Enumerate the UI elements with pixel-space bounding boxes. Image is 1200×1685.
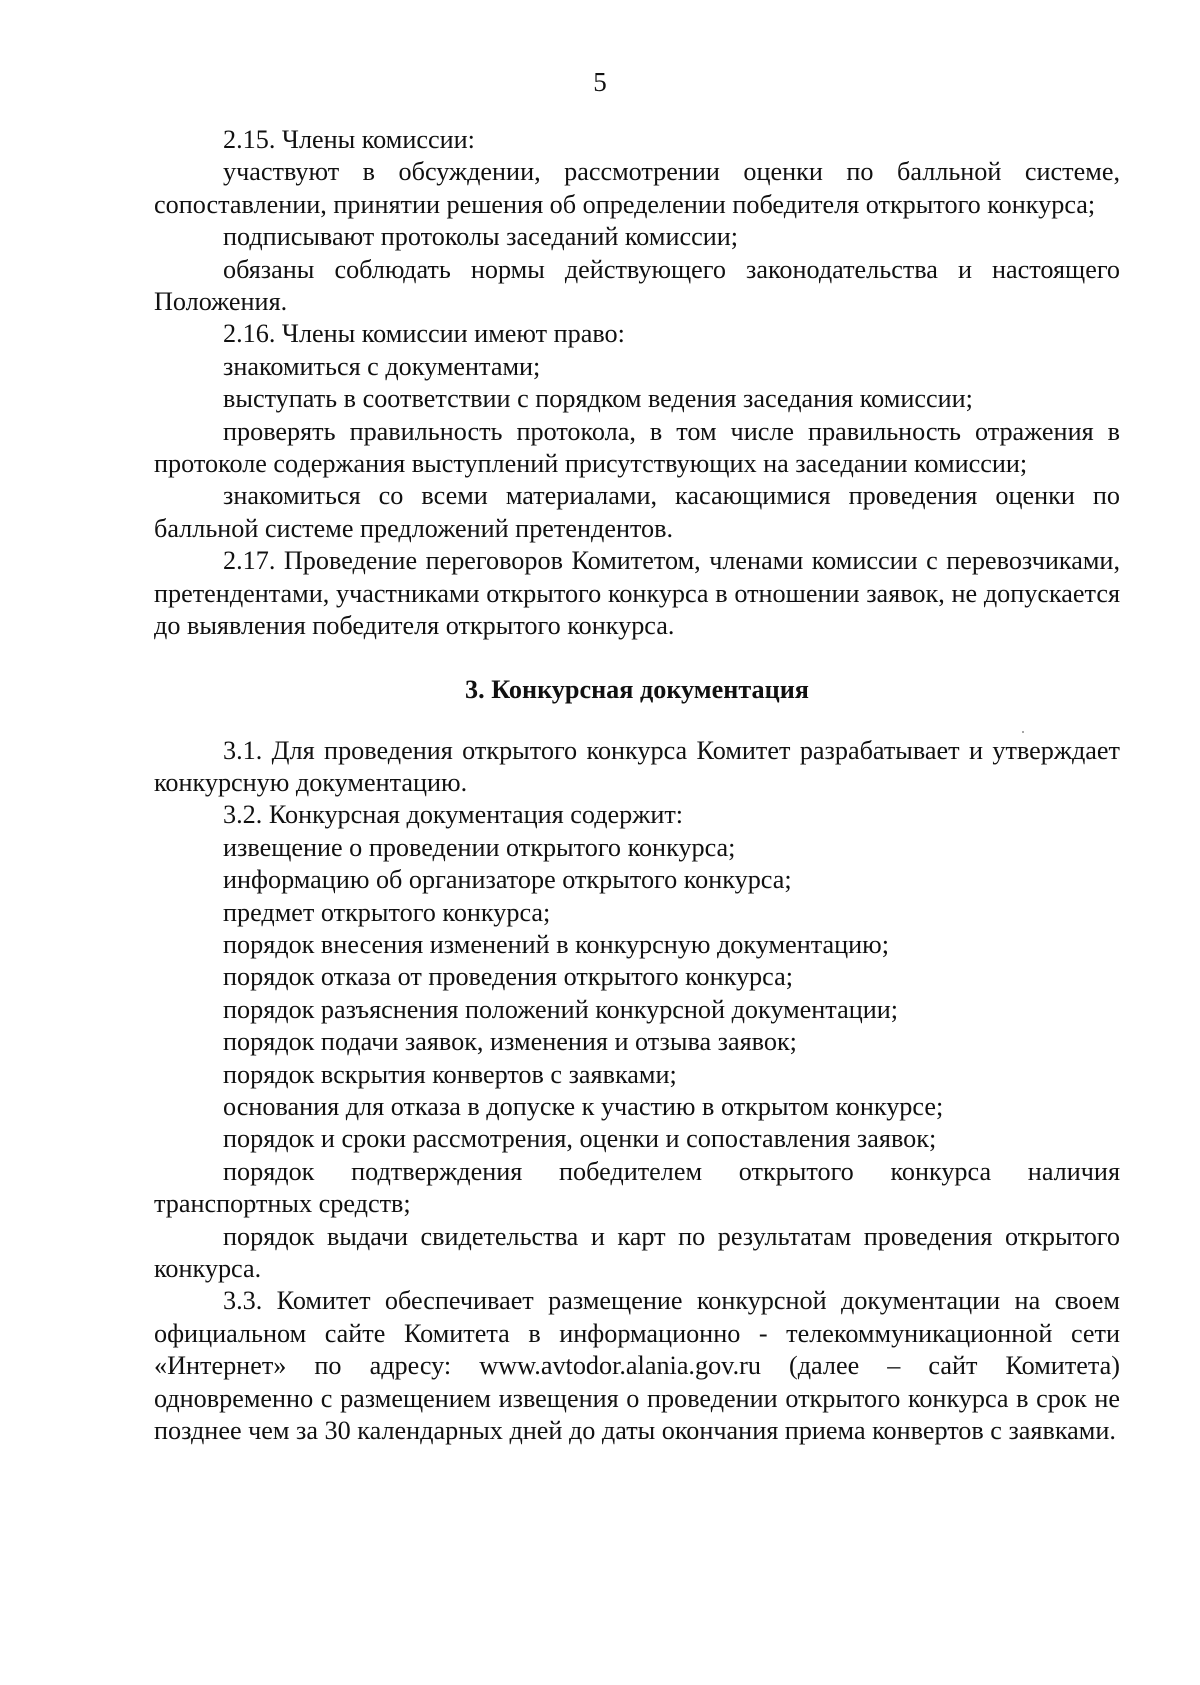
list-item: проверять правильность протокола, в том числе правильность отражения в протоколе содержания выступлений присутствующих на заседании комиссии; — [154, 416, 1120, 479]
list-item: порядок и сроки рассмотрения, оценки и сопоставления заявок; — [223, 1124, 937, 1154]
paragraph-3-3: 3.3. Комитет обеспечивает размещение конкурсной документации на своем официальном сайте Комитета в информационно - телекоммуникационной сети «Интернет» по адресу: www.avtodor.alania.gov.ru (далее – сайт Комитета) одновременно с размещением извещения о проведении открытого конкурса в срок не позднее чем за 30 календарных дней до даты окончания приема конвертов с заявками. — [154, 1286, 1120, 1446]
list-item: основания для отказа в допуске к участию в открытом конкурсе; — [223, 1091, 944, 1121]
list-item: знакомиться со всеми материалами, касающимися проведения оценки по балльной системе предложений претендентов. — [154, 481, 1120, 543]
paragraph-2-17: 2.17. Проведение переговоров Комитетом, членами комиссии с перевозчиками, претендентами, участниками открытого конкурса в отношении заявок, не допускается до выявления победителя открытого конкурса. — [154, 546, 1120, 641]
list-item: порядок вскрытия конвертов с заявками; — [223, 1059, 677, 1089]
list-item: порядок внесения изменений в конкурсную документацию; — [223, 929, 889, 959]
list-item: выступать в соответствии с порядком ведения заседания комиссии; — [223, 384, 973, 414]
document-body — [154, 124, 1120, 1447]
section-heading: 3. Конкурсная документация — [465, 674, 809, 704]
list-item: извещение о проведении открытого конкурса; — [223, 832, 736, 862]
list-item: порядок разъяснения положений конкурсной документации; — [223, 994, 899, 1024]
scan-speck — [1022, 731, 1024, 733]
paragraph-3-2: 3.2. Конкурсная документация содержит: — [223, 800, 684, 830]
list-item: подписывают протоколы заседаний комиссии; — [223, 222, 739, 252]
list-item: предмет открытого конкурса; — [223, 897, 551, 927]
paragraph-2-15: 2.15. Члены комиссии: — [223, 125, 475, 154]
list-item: участвуют в обсуждении, рассмотрении оценки по балльной системе, сопоставлении, принятии решения об определении победителя открытого конкурса; — [154, 157, 1120, 219]
list-item: порядок подтверждения победителем открытого конкурса наличия транспортных средств; — [154, 1156, 1120, 1219]
list-item: знакомиться с документами; — [223, 351, 541, 381]
list-item: информацию об организаторе открытого конкурса; — [223, 865, 792, 895]
list-item: порядок выдачи свидетельства и карт по результатам проведения открытого конкурса. — [154, 1221, 1120, 1283]
page-number: 5 — [593, 67, 607, 97]
list-item: обязаны соблюдать нормы действующего законодательства и настоящего Положения. — [154, 254, 1120, 317]
paragraph-2-16: 2.16. Члены комиссии имеют право: — [223, 319, 625, 349]
paragraph-3-1: 3.1. Для проведения открытого конкурса Комитет разрабатывает и утверждает конкурсную документацию. — [154, 735, 1120, 797]
list-item: порядок подачи заявок, изменения и отзыва заявок; — [223, 1027, 797, 1057]
list-item: порядок отказа от проведения открытого конкурса; — [223, 962, 793, 992]
